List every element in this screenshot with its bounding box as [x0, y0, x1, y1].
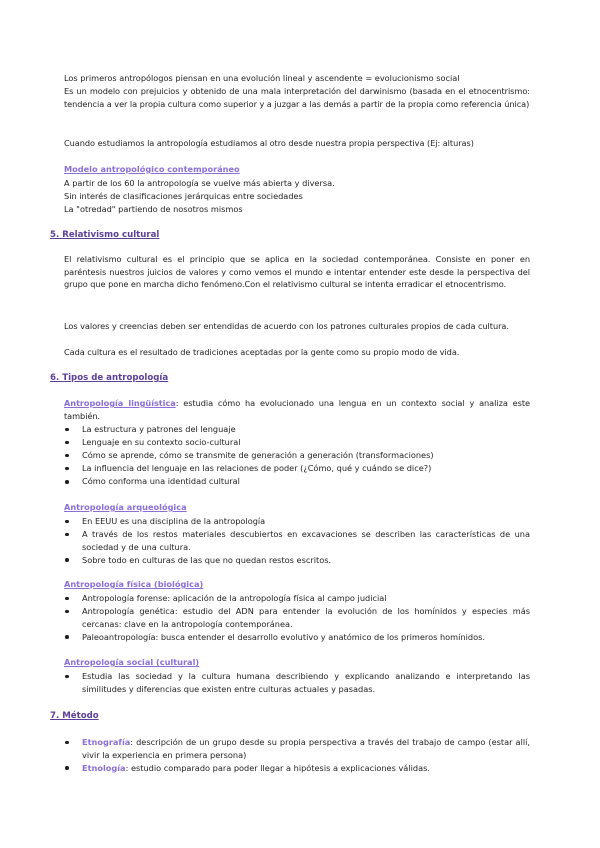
list-item: Sobre todo en culturas de las que no quedan restos escritos.	[64, 554, 530, 567]
fisica-heading: Antropología física (biológica)	[64, 579, 204, 589]
list-item: Antropología genética: estudio del ADN para entender la evolución de los homínidos y especies más cercanas: clave en la antropología contemporánea.	[64, 605, 530, 630]
list-item: Cómo conforma una identidad cultural	[64, 475, 530, 488]
method-list	[64, 736, 530, 775]
method-term: Etnología	[82, 762, 126, 773]
list-item: Cómo se aprende, cómo se transmite de generación a generación (transformaciones)	[64, 449, 530, 462]
list-item: Lenguaje en su contexto socio-cultural	[64, 436, 530, 449]
intro-line: Los primeros antropólogos piensan en una evolución lineal y ascendente = evolucionismo social	[64, 73, 460, 83]
list-item: La influencia del lenguaje en las relaciones de poder (¿Cómo, qué y cuándo se dice?)	[64, 462, 530, 475]
arqueologica-list	[64, 515, 530, 567]
fisica-list	[64, 592, 530, 644]
list-item	[64, 736, 530, 761]
list-item: La estructura y patrones del lenguaje	[64, 423, 530, 436]
social-heading: Antropología social (cultural)	[64, 657, 200, 667]
social-list	[64, 670, 530, 696]
intro-paragraph: Es un modelo con prejuicios y obtenido de una mala interpretación del darwinismo (basada en el etnocentrismo: tendencia a ver la propia cultura como superior y a juzgar a las demás a partir de la propia como referencia única)	[64, 86, 530, 109]
method-desc: : estudio comparado para poder llegar a hipótesis a explicaciones válidas.	[125, 762, 430, 773]
linguistica-list	[64, 423, 530, 488]
list-item: Paleoantropología: busca entender el desarrollo evolutivo y anatómico de los primeros homínidos.	[64, 631, 530, 644]
relativismo-paragraph-3: Cada cultura es el resultado de tradiciones aceptadas por la gente como su propio modo de vida.	[64, 347, 460, 357]
modelo-line: La "otredad" partiendo de nosotros mismos	[64, 204, 243, 214]
linguistica-desc: : estudia cómo ha evolucionado una lengua en un contexto social y analiza este también.	[64, 398, 530, 421]
modelo-line: A partir de los 60 la antropología se vuelve más abierta y diversa.	[64, 178, 335, 188]
modelo-heading: Modelo antropológico contemporáneo	[64, 164, 240, 174]
list-item	[64, 762, 530, 775]
linguistica-intro	[64, 397, 530, 422]
list-item: En EEUU es una disciplina de la antropología	[64, 515, 530, 528]
relativismo-paragraph-2: Los valores y creencias deben ser entendidas de acuerdo con los patrones culturales propios de cada cultura.	[64, 321, 509, 331]
relativismo-paragraph: El relativismo cultural es el principio que se aplica en la sociedad contemporánea. Consiste en poner en paréntesis nuestros juicios de valores y como vemos el mundo e intentar entender este desde la perspectiva del grupo que pone en marcha dicho fenómeno.Con el relativismo cultural se intenta erradicar el etnocentrismo.	[64, 254, 530, 290]
list-item: A través de los restos materiales descubiertos en excavaciones se describen las características de una sociedad y de una cultura.	[64, 528, 530, 553]
list-item: Antropología forense: aplicación de la antropología física al campo judicial	[64, 592, 530, 605]
arqueologica-heading: Antropología arqueológica	[64, 502, 187, 512]
modelo-line: Sin interés de clasificaciones jerárquicas entre sociedades	[64, 191, 303, 201]
list-item: Estudia las sociedad y la cultura humana describiendo y explicando analizando e interpretando las similitudes y diferencias que existen entre culturas actuales y pasadas.	[64, 670, 530, 695]
section-7-title: 7. Método	[50, 711, 99, 721]
section-6-title: 6. Tipos de antropología	[50, 373, 169, 383]
method-desc: : descripción de un grupo desde su propia perspectiva a través del trabajo de campo (estar allí, vivir la experiencia en primera persona)	[82, 737, 530, 760]
method-term: Etnografía	[82, 737, 131, 747]
section-5-title: 5. Relativismo cultural	[50, 230, 160, 240]
linguistica-term: Antropología lingüística	[64, 398, 176, 408]
intro-paragraph-2: Cuando estudiamos la antropología estudiamos al otro desde nuestra propia perspectiva (Ej: alturas)	[64, 138, 474, 148]
